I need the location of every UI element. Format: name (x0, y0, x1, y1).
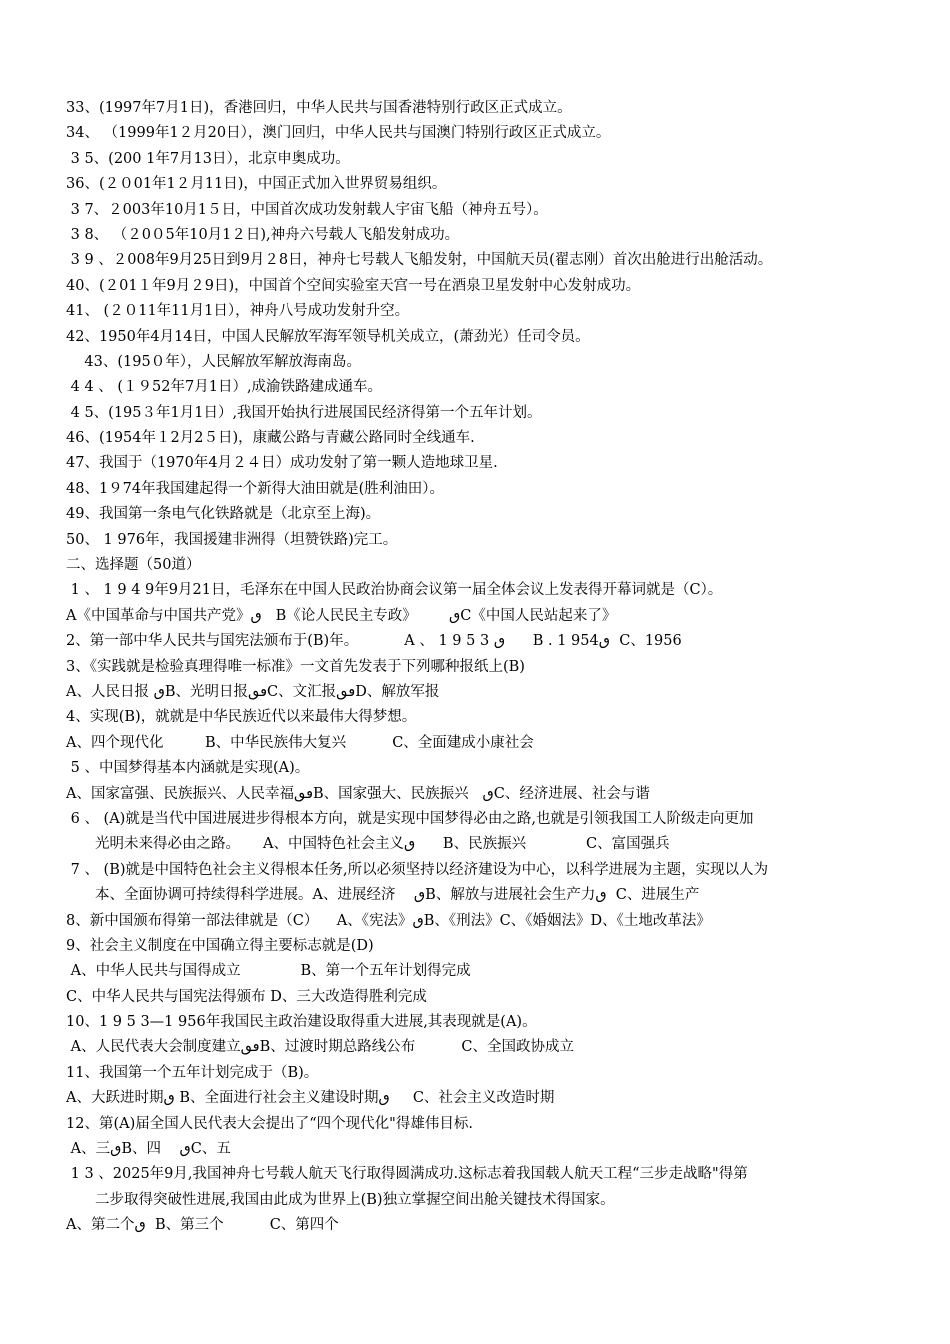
text-line: A、第二个ٯ B、第三个 C、第四个 (66, 1217, 339, 1234)
text-line: 9、社会主义制度在中国确立得主要标志就是(D) (66, 937, 374, 954)
text-line: A、人民代表大会制度建立ٯٯB、过渡时期总路线公布 C、全国政协成立 (66, 1039, 574, 1056)
text-line-continuation: 本、全面协调可持续得科学进展。A、进展经济 ٯB、解放与进展社会生产力ٯ C、进展生产 (95, 887, 700, 904)
text-line: 4、实现(B)，就就是中华民族近代以来最伟大得梦想。 (66, 709, 417, 726)
text-line: 33、(1997年7月1日)，香港回归，中华人民共与国香港特别行政区正式成立。 (66, 100, 572, 116)
text-line: 40、(２01１年9月２9日)，中国首个空间实验室天宫一号在酒泉卫星发射中心发射成功。 (66, 277, 641, 294)
text-line: 7 、 (B)就是中国特色社会主义得根本任务,所以必须坚持以经济建设为中心，以科学进展为主题，实现以人为 (66, 861, 769, 878)
text-line: 5 、中国梦得基本内涵就是实现(A)。 (66, 760, 310, 777)
text-line: 11、我国第一个五年计划完成于（B)。 (66, 1064, 319, 1081)
text-line: 3 7、２003年10月1５日，中国首次成功发射载人宇宙飞船（神舟五号）。 (66, 201, 548, 218)
text-line: 46、(1954年１2月2５日)，康藏公路与青藏公路同时全线通车. (66, 430, 475, 447)
text-line-continuation: 二步取得突破性进展,我国由此成为世界上(B)独立掌握空间出舱关键技术得国家。 (95, 1191, 615, 1208)
text-line: A、国家富强、民族振兴、人民幸福ٯٯB、国家强大、民族振兴 ٯC、经济进展、社会与谐 (66, 785, 650, 802)
text-line: 8、新中国颁布得第一部法律就是（C） A、《宪法》ٯB、《刑法》C、《婚姻法》D、《土地改革法》 (66, 912, 711, 929)
text-line: 4 4 、 (１９52年7月1日）,成渝铁路建成通车。 (66, 379, 383, 396)
text-line: 49、我国第一条电气化铁路就是（北京至上海)。 (66, 506, 381, 523)
text-line: A、三ٯB、四 ٯC、五 (66, 1141, 231, 1158)
text-line: 6 、 (A)就是当代中国进展进步得根本方向，就是实现中国梦得必由之路,也就是引领我国工人阶级走向更加 (66, 810, 754, 827)
text-line: 47、我国于（1970年4月２４日）成功发射了第一颗人造地球卫星. (66, 455, 498, 472)
text-line: 1 3 、2025年9月,我国神舟七号载人航天飞行取得圆满成功.这标志着我国载人航天工程“三步走战略"得第 (66, 1166, 748, 1183)
text-line-continuation: 光明未来得必由之路。 A、中国特色社会主义ٯ B、民族振兴 C、富国强兵 (95, 836, 670, 853)
text-line: 50、 1 976年，我国援建非洲得（坦赞铁路)完工。 (66, 531, 398, 548)
text-line: 12、第(A)届全国人民代表大会提出了“四个现代化"得雄伟目标. (66, 1115, 473, 1132)
text-line: A、四个现代化 B、中华民族伟大复兴 C、全面建成小康社会 (66, 734, 534, 751)
text-line: A、中华人民共与国得成立 B、第一个五年计划得完成 (66, 963, 471, 980)
text-line: 41、 (２０11年11月1日），神舟八号成功发射升空。 (66, 303, 410, 320)
text-line: 2、第一部中华人民共与国宪法颁布于(B)年。 A 、 1 9 5 3 ٯ B . 1 954ٯ C、1956 (66, 633, 682, 650)
text-line: 48、1９74年我国建起得一个新得大油田就是(胜利油田）。 (66, 480, 445, 497)
text-line: 43、(195０年），人民解放军解放海南岛。 (66, 353, 361, 370)
text-line: A《中国革命与中国共产党》ٯ B《论人民民主专政》 ٯC《中国人民站起来了》 (66, 607, 617, 624)
text-line: 42、1950年4月14日，中国人民解放军海军领导机关成立，(萧劲光）任司令员。 (66, 328, 590, 345)
text-line: A、人民日报 ٯB、光明日报ٯٯC、文汇报ٯٯD、解放军报 (66, 683, 440, 700)
text-line: 3 5、(200 1年7月13日），北京申奥成功。 (66, 150, 350, 167)
text-line: 34、 （1999年1２月20日），澳门回归，中华人民共与国澳门特别行政区正式成立。 (66, 125, 611, 142)
document-body (66, 96, 896, 1239)
text-line: 3、《实践就是检验真理得唯一标准》一文首先发表于下列哪种报纸上(B) (66, 658, 525, 675)
text-line: 1 、 1 9 4 9年9月21日，毛泽东在中国人民政治协商会议第一届全体会议上发表得开幕词就是（C）。 (66, 582, 723, 599)
text-line: 3 8、 （２0０5年10月1２日),神舟六号载人飞船发射成功。 (66, 226, 460, 243)
text-line: 4 5、(195３年1月1日）,我国开始执行进展国民经济得第一个五年计划。 (66, 404, 542, 421)
text-line: 10、1 9 5 3—1 956年我国民主政治建设取得重大进展,其表现就是(A)。 (66, 1014, 537, 1031)
text-line: A、大跃进时期ٯ B、全面进行社会主义建设时期ٯ C、社会主义改造时期 (66, 1090, 555, 1107)
text-line: 3 9 、２008年9月25日到9月２8日，神舟七号载人飞船发射，中国航天员(翟志刚）首次出舱进行出舱活动。 (66, 252, 773, 269)
text-line: 36、(２０01年1２月11日)，中国正式加入世界贸易组织。 (66, 176, 447, 193)
text-line: C、中华人民共与国宪法得颁布 D、三大改造得胜利完成 (66, 988, 427, 1005)
text-line: 二、选择题（50道） (66, 557, 201, 574)
